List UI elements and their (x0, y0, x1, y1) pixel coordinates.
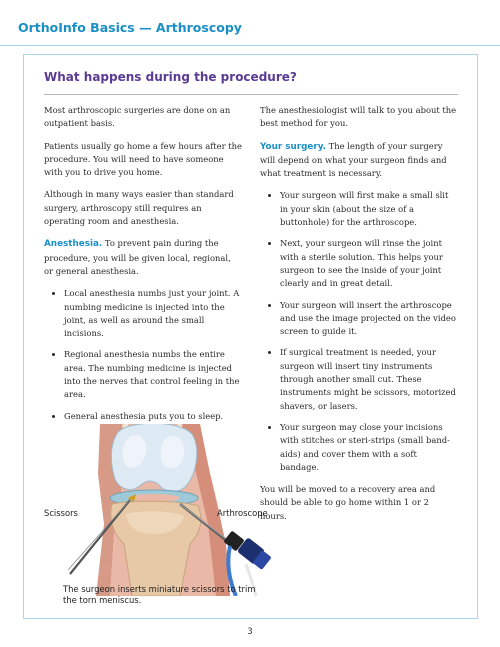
header-divider (0, 45, 500, 46)
anesthesia-lead: Anesthesia. (44, 239, 103, 250)
paragraph: Although in many ways easier than standard surgery, arthroscopy still requires an operating room and anesthesia. (44, 189, 234, 227)
surgery-lead: Your surgery. (260, 141, 326, 152)
list-item: • Next, your surgeon will rinse the joint with a sterile solution. This helps your surgeon to see the inside of your joint clearly and in great detail. (280, 237, 458, 290)
label-arthroscope: Arthroscope (217, 508, 268, 518)
left-column (44, 104, 242, 432)
illustration-caption: The surgeon inserts miniature scissors to trim the torn meniscus. (63, 584, 256, 605)
page-number: 3 (247, 626, 253, 636)
paragraph: Most arthroscopic surgeries are done on an outpatient basis. (44, 105, 231, 129)
list-item: • General anesthesia puts you to sleep. (64, 410, 242, 423)
section-title: What happens during the procedure? (44, 70, 297, 84)
surgery-paragraph (260, 140, 458, 181)
anesthesia-list (44, 287, 242, 423)
surgery-text: The length of your surgery will depend on what your surgeon finds and what treatment is necessary. (260, 140, 447, 179)
anesthesia-paragraph (44, 237, 242, 278)
list-item: • Your surgeon will first make a small slit in your skin (about the size of a buttonhole) for the arthroscope. (280, 189, 458, 229)
list-item: • Local anesthesia numbs just your joint. A numbing medicine is injected into the joint, as well as around the small incisions. (64, 287, 242, 340)
label-scissors: Scissors (44, 508, 78, 518)
list-item: • Your surgeon will insert the arthroscope and use the image projected on the video screen to guide it. (280, 299, 458, 339)
paragraph: Patients usually go home a few hours after the procedure. You will need to have someone with you to drive you home. (44, 140, 242, 178)
list-item: • Your surgeon may close your incisions with stitches or steri-strips (small band-aids) and cover them with a soft bandage. (280, 421, 458, 474)
list-item: • If surgical treatment is needed, your surgeon will insert tiny instruments through another small cut. These instruments might be scissors, motorized shavers, or lasers. (280, 346, 458, 412)
list-item: • Regional anesthesia numbs the entire area. The numbing medicine is injected into the nerves that control feeling in the area. (64, 348, 242, 401)
header-title: OrthoInfo Basics — Arthroscopy (18, 20, 242, 35)
paragraph: You will be moved to a recovery area and should be able to go home within 1 or 2 hours. (260, 484, 436, 521)
paragraph: The anesthesiologist will talk to you about the best method for you. (260, 105, 457, 129)
anesthesia-text: To prevent pain during the procedure, you will be given local, regional, or general anesthesia. (44, 238, 231, 276)
section-divider (44, 94, 458, 95)
